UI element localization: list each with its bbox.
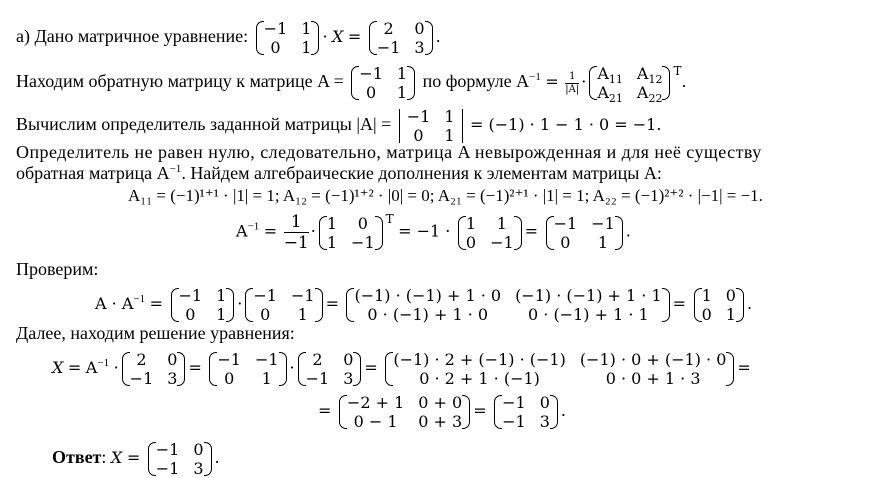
inverse-matrix: −1 −1 0 1 — [546, 214, 623, 252]
inverse-matrix: −1 −1 0 1 — [209, 350, 286, 388]
determinant-a: −1 1 0 1 — [399, 107, 463, 145]
cofactors-intro-text: обратная матрица $A^{-1}$. Найдем алгебраические дополнения к элементам матрицы A: — [16, 163, 662, 183]
solution-label: Далее, находим решение уравнения: — [16, 323, 295, 343]
result-matrix: −1 0 −1 3 — [494, 393, 558, 431]
adjugate-matrix: $A_{11}$ $A_{12}$ $A_{21}$ $A_{22}$ — [589, 64, 670, 102]
solution-line-1: $X = A^{-1}$ · 2 0 −1 3 = −1 −1 0 1 · 2 0 −1 3 = (−1) · 2 + (−1) · (−1) (−1) · 0 + (−1) · 0 0 · 2 + 1 · (−1) 0 · 0 + 1 · 3 = — [52, 350, 751, 388]
variable-x: X — [332, 27, 344, 47]
fraction-one-over-det: $\frac{1}{|A|}$ — [565, 70, 580, 95]
matrix-b: 2 0 −1 3 — [298, 350, 362, 388]
matrix-a: −1 1 0 1 — [171, 286, 235, 324]
determinant-line: Вычислим определитель заданной матрицы |A| = −1 1 0 1 = (−1) · 1 − 1 · 0 = −1. — [16, 107, 662, 145]
nonsingular-text: Определитель не равен нулю, следовательно, матрица A невырожденная и для неё существу — [16, 142, 762, 162]
solution-product-matrix: (−1) · 2 + (−1) · (−1) (−1) · 0 + (−1) · 0 0 · 2 + 1 · (−1) 0 · 0 + 1 · 3 — [385, 350, 734, 388]
identity-matrix: 1 0 0 1 — [694, 286, 744, 324]
matrix-b: 2 0 −1 3 — [369, 19, 433, 57]
product-matrix: (−1) · (−1) + 1 · 0 (−1) · (−1) + 1 · 1 0 · (−1) + 1 · 0 0 · (−1) + 1 · 1 — [346, 286, 669, 324]
given-equation-line: а) Дано матричное уравнение: −1 1 0 1 · X = 2 0 −1 3 . — [16, 19, 441, 57]
cofactors-line: A₁₁ = (−1)¹⁺¹ · |1| = 1; A₁₂ = (−1)¹⁺² · |0| = 0; A₂₁ = (−1)²⁺¹ · |1| = 1; A₂₂ = (−1)²⁺² · |−1| = −1. — [128, 186, 763, 205]
answer-matrix: −1 0 −1 3 — [148, 440, 212, 478]
matrix-a: −1 1 0 1 — [256, 19, 320, 57]
check-label: Проверим: — [16, 259, 99, 279]
solution-line-2: = −2 + 1 0 + 0 0 − 1 0 + 3 = −1 0 −1 3 . — [318, 393, 566, 431]
fraction-one-over-minus-one: $\frac{1}{-1}$ — [283, 212, 309, 253]
inverse-formula-line: Находим обратную матрицу к матрице A = −1 1 0 1 по формуле $A^{-1}$ = $\frac{1}{|A|}$ · $A_{11}$ $A_{12}$ $A_{21}$ $A_{22}$ $^T$. — [16, 64, 687, 105]
inverse-result-line: $A^{-1}$ = $\frac{1}{-1}$ · 1 0 1 −1 $^T$ = −1 · 1 1 0 −1 = −1 −1 0 1 . — [236, 212, 631, 253]
matrix-b: 2 0 −1 3 — [122, 350, 186, 388]
adjugate-transposed-matrix: 1 0 1 −1 — [319, 214, 383, 252]
simplified-matrix: −2 + 1 0 + 0 0 − 1 0 + 3 — [339, 393, 470, 431]
answer-line: Ответ: X = −1 0 −1 3 . — [52, 440, 220, 478]
answer-label: Ответ — [52, 447, 102, 468]
inverse-matrix: −1 −1 0 1 — [245, 286, 322, 324]
matrix-a: −1 1 0 1 — [351, 64, 415, 102]
check-product-line: $A \cdot A^{-1}$ = −1 1 0 1 · −1 −1 0 1 = (−1) · (−1) + 1 · 0 (−1) · (−1) + 1 · 1 0 · (−1) + 1 · 0 0 · (−1) + 1 · 1 = 1 0 0 1 . — [95, 286, 753, 324]
given-equation-prefix: а) Дано матричное уравнение: — [16, 26, 249, 47]
adjugate-matrix-values: 1 1 0 −1 — [458, 214, 522, 252]
